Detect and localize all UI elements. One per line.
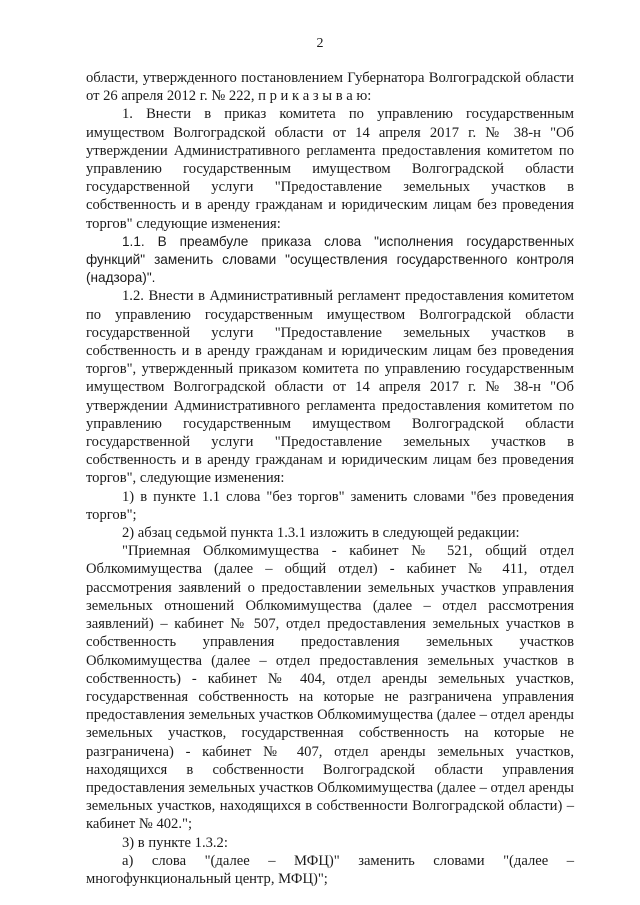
paragraph-quote: "Приемная Облкомимущества - кабинет № 521, общий отдел Облкомимущества (далее – общий отдел) - кабинет № 411, отдел рассмотрения заявлений о предоставлении земельных участков управления земельных отношений Облкомимущества (далее – отдел рассмотрения заявлений) – кабинет № 507, отдел предоставления земельных участков в собственность управления предоставления земельных участков Облкомимущества (далее – отдел предоставления земельных участков в собственность) - кабинет № 404, отдел аренды земельных участков, государственная собственность на которые не разграничена управления предоставления земельных участков Облкомимущества (далее – отдел аренды земельных участков, государственная собственность на которые не разграничена) - кабинет № 407, отдел аренды земельных участков, находящихся в собственности Волгоградской области управления предоставления земельных участков Облкомимущества (далее – отдел аренды земельных участков, находящихся в собственности Волгоградской области) – кабинет № 402."; [86,543,574,833]
paragraph-item-1-2: 1.2. Внести в Административный регламент предоставления комитетом по управлению государственным имуществом Волгоградской области государственной услуги "Предоставление земельных участков в собственность и в аренду гражданам и юридическим лицам без проведения торгов", утвержденный приказом комитета по управлению государственным имуществом Волгоградской области от 14 апреля 2017 г. № 38-н "Об утверждении Административного регламента предоставления комитетом по управлению государственным имуществом Волгоградской области государственной услуги "Предоставление земельных участков в собственность и в аренду гражданам и юридическим лицам без проведения торгов", следующие изменения: [86,288,574,487]
paragraph-sub-3: 3) в пункте 1.3.2: [122,834,228,851]
document-body [86,69,574,888]
page-number: 2 [316,36,324,51]
paragraph-sub-2: 2) абзац седьмой пункта 1.3.1 изложить в следующей редакции: [122,525,520,542]
paragraph-sub-3-a: а) слова "(далее – МФЦ)" заменить словами "(далее – многофункциональный центр, МФЦ)"; [86,852,574,887]
paragraph-intro: области, утвержденного постановлением Губернатора Волгоградской области от 26 апреля 2012 г. № 222, п р и к а з ы в а ю: [86,70,574,105]
paragraph-sub-1: 1) в пункте 1.1 слова "без торгов" заменить словами "без проведения торгов"; [86,488,574,523]
paragraph-item-1-1: 1.1. В преамбуле приказа слова "исполнения государственных функций" заменить словами "осуществления государственного контроля (надзора)". [86,233,574,286]
paragraph-item-1: 1. Внести в приказ комитета по управлению государственным имуществом Волгоградской области от 14 апреля 2017 г. № 38-н "Об утверждении Административного регламента предоставления комитетом по управлению государственным имуществом Волгоградской области государственной услуги "Предоставление земельных участков в собственность и в аренду гражданам и юридическим лицам без проведения торгов" следующие изменения: [86,106,574,232]
